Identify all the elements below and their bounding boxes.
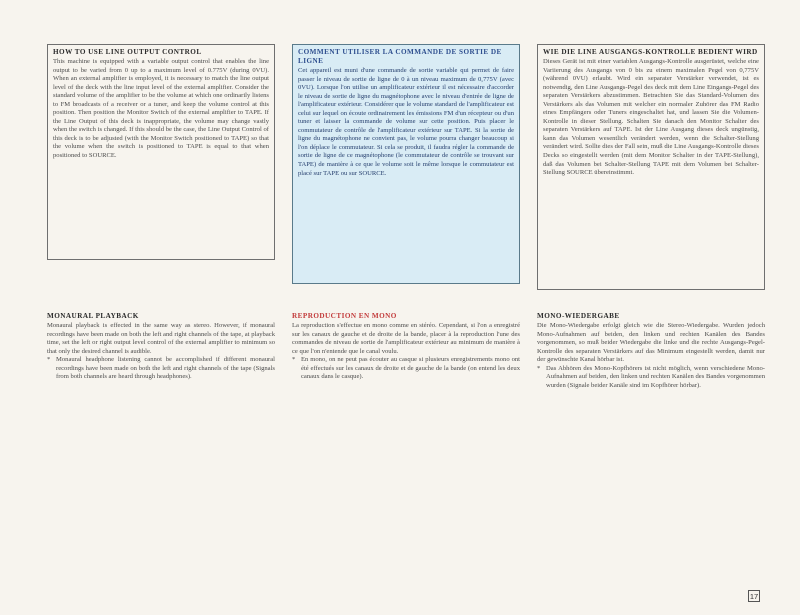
english-mono-title: MONAURAL PLAYBACK (47, 312, 139, 320)
french-mono-section (292, 312, 520, 382)
english-line-output-body: This machine is equipped with a variable output control that enables the line output to be varied from 0 up to a maximum level of 0.775V (during 0VU). When an external amplifier is employed, it is necessary to match the line output level of the deck with the line input level of the external amplifier. Consider the standard volume of the amplifier to be the volume at which one ordinarily listens to FM broadcasts of a receiver or a tuner, and keep the volume control at this position. Then position the Monitor Switch of the external amplifier to TAPE. If the Line Output of this deck is inappropriate, the volume may change vastly when the switch is changed. If this should be the case, the Line Output Control of this deck is to be adjusted (with the Monitor Switch positioned to TAPE) so that the volume when the switch is positioned to TAPE is equal to that when positioned to SOURCE. (53, 58, 269, 160)
german-mono-title: MONO-WIEDERGABE (537, 312, 620, 320)
french-mono-title: REPRODUCTION EN MONO (292, 312, 397, 320)
german-line-output-title: WIE DIE LINE AUSGANGS-KONTROLLE BEDIENT WIRD (543, 48, 758, 56)
page-number: 17 (749, 592, 759, 601)
english-line-output-title: HOW TO USE LINE OUTPUT CONTROL (53, 48, 202, 56)
german-mono-body: Die Mono-Wiedergabe erfolgt gleich wie die Stereo-Wiedergabe. Wurden jedoch Mono-Aufnahmen auf beiden, den linken und rechten Kanälen des Bandes vorgenommen, so muß beider Wiedergabe die linke und die rechte Ausgangs-Pegel-Kontrolle des separaten Verstärkers auf das Minimum eingestellt werden, damit nur der gewünschte Kanal hörbar ist. (537, 322, 765, 364)
french-mono-note-text: En mono, on ne peut pas écouter au casque si plusieurs enregistrements mono ont été effectués sur les canaux de droite et de gauche de la bande (on entend les deux canaux dans le casque). (301, 356, 520, 381)
german-line-output-body: Dieses Gerät ist mit einer variablen Ausgangs-Kontrolle ausgerüstet, welche eine Variierung des Ausgangs von 0 bis zu einem maximalen Pegel von 0,775V (während 0VU) erlaubt. Wird ein separater Verstärker verwendet, ist es notwendig, den Line Ausgangs-Pegel des deck mit dem Line Eingangs-Pegel des separaten Verstärkers abzustimmen. Betrachten Sie das Standard-Volumen des Verstärkers als das Volumen mit welcher ein normaler Zuhörer das FM Radio eines Empfängers oder Tuners eingeschaltet hat, und lassen Sie die Volumen-Kontrolle in dieser Stellung. Schalten Sie danach den Monitor Schalter des separaten Verstärkers auf TAPE. Ist der Line Ausgang dieses deck ungünstig, kann das Volumen wesentlich verändert werden, wenn die Schalter-Stellung verändert wird. Sollte dies der Fall sein, muß die Line Ausgangs-Kontrolle dieses Decks so eingestellt werden (mit dem Monitor Schalter in der TAPE-Stellung), daß das Volumen bei Schalter-Stellung TAPE mit dem Volumen bei Schalter-Stellung SOURCE übereinstimmt. (543, 58, 759, 177)
french-line-output-body: Cet appareil est muni d'une commande de sortie variable qui permet de faire passer le niveau de sortie de ligne de 0 à un niveau maximum de 0,775V (avec 0VU). Lorsque l'on utilise un amplificateur extérieur il est nécessaire d'accorder le niveau de sortie de ligne du magnétophone avec le niveau d'entrée de ligne de l'amplificateur extérieur. Considérer que le volume standard de l'amplificateur est celui sur lequel on écoute ordinairement les émissions FM d'un récepteur ou d'un tuner et laisser la commande de volume sur cette position. Puis placer le commutateur de contrôle de l'amplificateur extérieur sur TAPE. Si la sortie de ligne du magnétophone ne convient pas, le volume pourra changer beaucoup si l'on déplace le commutateur. Si cela se produit, il faudra régler la commande de sortie de ligne de ce magnétophone (le commutateur de contrôle se trouvant sur TAPE) de manière à ce que le volume soit le même lorsque le commutateur est placé sur TAPE ou sur SOURCE. (298, 67, 514, 177)
note-marker: * (537, 364, 541, 372)
french-mono-body: La reproduction s'effectue en mono comme en stéréo. Cependant, si l'on a enregistré sur les canaux de gauche et de droite de la bande, placer à la reproduction l'une des commandes de niveau de sortie de l'amplificateur extérieur au minimum de manière à ce que l'on n'entende que le canal voulu. (292, 322, 520, 355)
french-line-output-title: COMMENT UTILISER LA COMMANDE DE SORTIE DE LIGNE (298, 48, 502, 65)
french-mono-note (292, 356, 520, 382)
german-mono-note-text: Das Abhören des Mono-Kopfhörers ist nicht möglich, wenn verschiedene Mono-Aufnahmen auf beiden, den linken und rechten Kanälen des Bandes vorgenommen wurden (Signale beider Kanäle sind im Kopfhörer hörbar). (546, 364, 765, 389)
english-mono-note-text: Monaural headphone listening cannot be accomplished if different monaural recordings have been made on both the left and right channels of the tape (Signals from both channels are heard through headphones). (56, 356, 275, 381)
german-mono-section (537, 312, 765, 390)
french-line-output-box (292, 44, 520, 284)
english-mono-body: Monaural playback is effected in the same way as stereo. However, if monaural recordings have been made on both the left and right channels of the tape, at playback time, set the left or right output level control of the external amplifier to minimum so that only the desired channel is audible. (47, 322, 275, 355)
note-marker: * (47, 356, 51, 364)
english-mono-section (47, 312, 275, 382)
german-mono-note (537, 365, 765, 391)
note-marker: * (292, 356, 296, 364)
english-line-output-box (47, 44, 275, 260)
english-mono-note (47, 356, 275, 382)
german-line-output-box (537, 44, 765, 290)
